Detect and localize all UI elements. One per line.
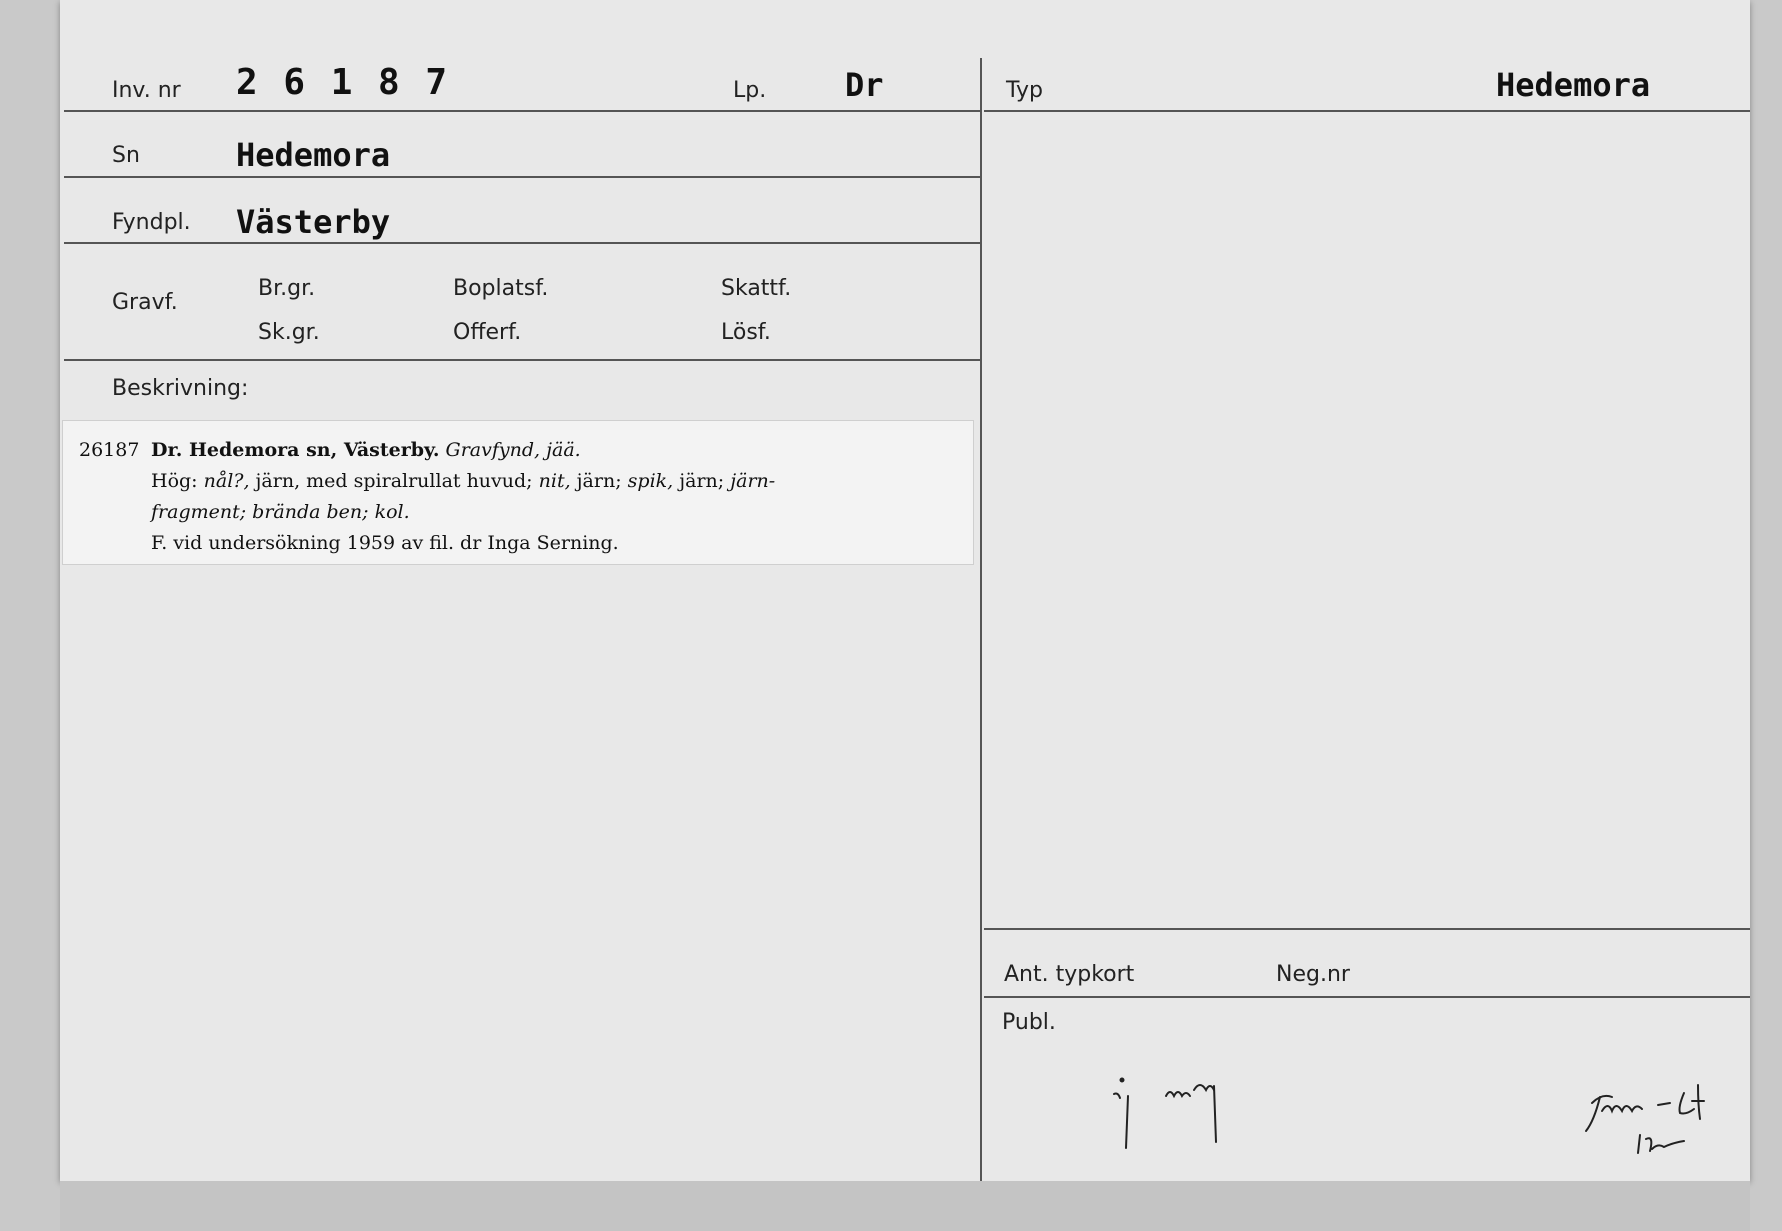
offerf-label: Offerf.	[453, 320, 522, 345]
rule-sn	[64, 176, 980, 178]
lp-label: Lp.	[733, 78, 767, 103]
fyndpl-label: Fyndpl.	[112, 210, 191, 235]
slip-l2e: järn;	[570, 470, 628, 492]
slip-l2f: spik,	[627, 470, 674, 492]
gravf-label: Gravf.	[112, 290, 178, 315]
slip-number: 26187	[79, 439, 140, 461]
boplatsf-label: Boplatsf.	[453, 276, 549, 301]
slip-l2d: nit,	[538, 470, 571, 492]
slip-l2h: järn-	[730, 470, 776, 492]
handwritten-date-signature	[1580, 1075, 1740, 1180]
lp-value: Dr	[845, 66, 884, 104]
typ-value: Hedemora	[1496, 66, 1651, 104]
inv-nr-value: 2 6 1 8 7	[236, 62, 450, 103]
slip-text	[151, 435, 963, 559]
rule-gravf	[64, 359, 980, 361]
rule-ant-bottom	[984, 996, 1750, 998]
rule-fyndpl	[64, 242, 980, 244]
slip-l2c: järn, med spiralrullat huvud;	[249, 470, 539, 492]
sn-label: Sn	[112, 143, 140, 168]
card-shadow-edge	[60, 1181, 1750, 1231]
skgr-label: Sk.gr.	[258, 320, 320, 345]
losf-label: Lösf.	[721, 320, 771, 345]
brgr-label: Br.gr.	[258, 276, 316, 301]
fyndpl-value: Västerby	[236, 203, 391, 241]
rule-ant-top	[984, 928, 1750, 930]
handwritten-publ-note	[1110, 1060, 1250, 1150]
slip-l2g: järn;	[673, 470, 731, 492]
catalogue-card	[60, 0, 1750, 1181]
publ-label: Publ.	[1002, 1010, 1056, 1035]
slip-l2a: Hög:	[151, 470, 204, 492]
rule-inv	[64, 110, 980, 112]
slip-heading: Dr. Hedemora sn, Västerby.	[151, 439, 440, 461]
slip-line-3: fragment; brända ben; kol.	[151, 501, 410, 523]
beskrivning-label: Beskrivning:	[112, 376, 249, 401]
column-divider	[980, 58, 982, 1181]
inv-nr-label: Inv. nr	[112, 78, 181, 103]
sn-value: Hedemora	[236, 136, 391, 174]
slip-line-1	[151, 435, 963, 466]
description-slip	[62, 420, 974, 565]
slip-line-2	[151, 466, 963, 497]
typ-label: Typ	[1006, 78, 1043, 103]
negnr-label: Neg.nr	[1276, 962, 1350, 987]
ant-typkort-label: Ant. typkort	[1004, 962, 1135, 987]
slip-l2b: nål?,	[203, 470, 250, 492]
slip-line-4: F. vid undersökning 1959 av fil. dr Inga Serning.	[151, 532, 619, 554]
rule-typ	[984, 110, 1750, 112]
skattf-label: Skattf.	[721, 276, 792, 301]
slip-find-type: Gravfynd, jää.	[445, 439, 581, 461]
